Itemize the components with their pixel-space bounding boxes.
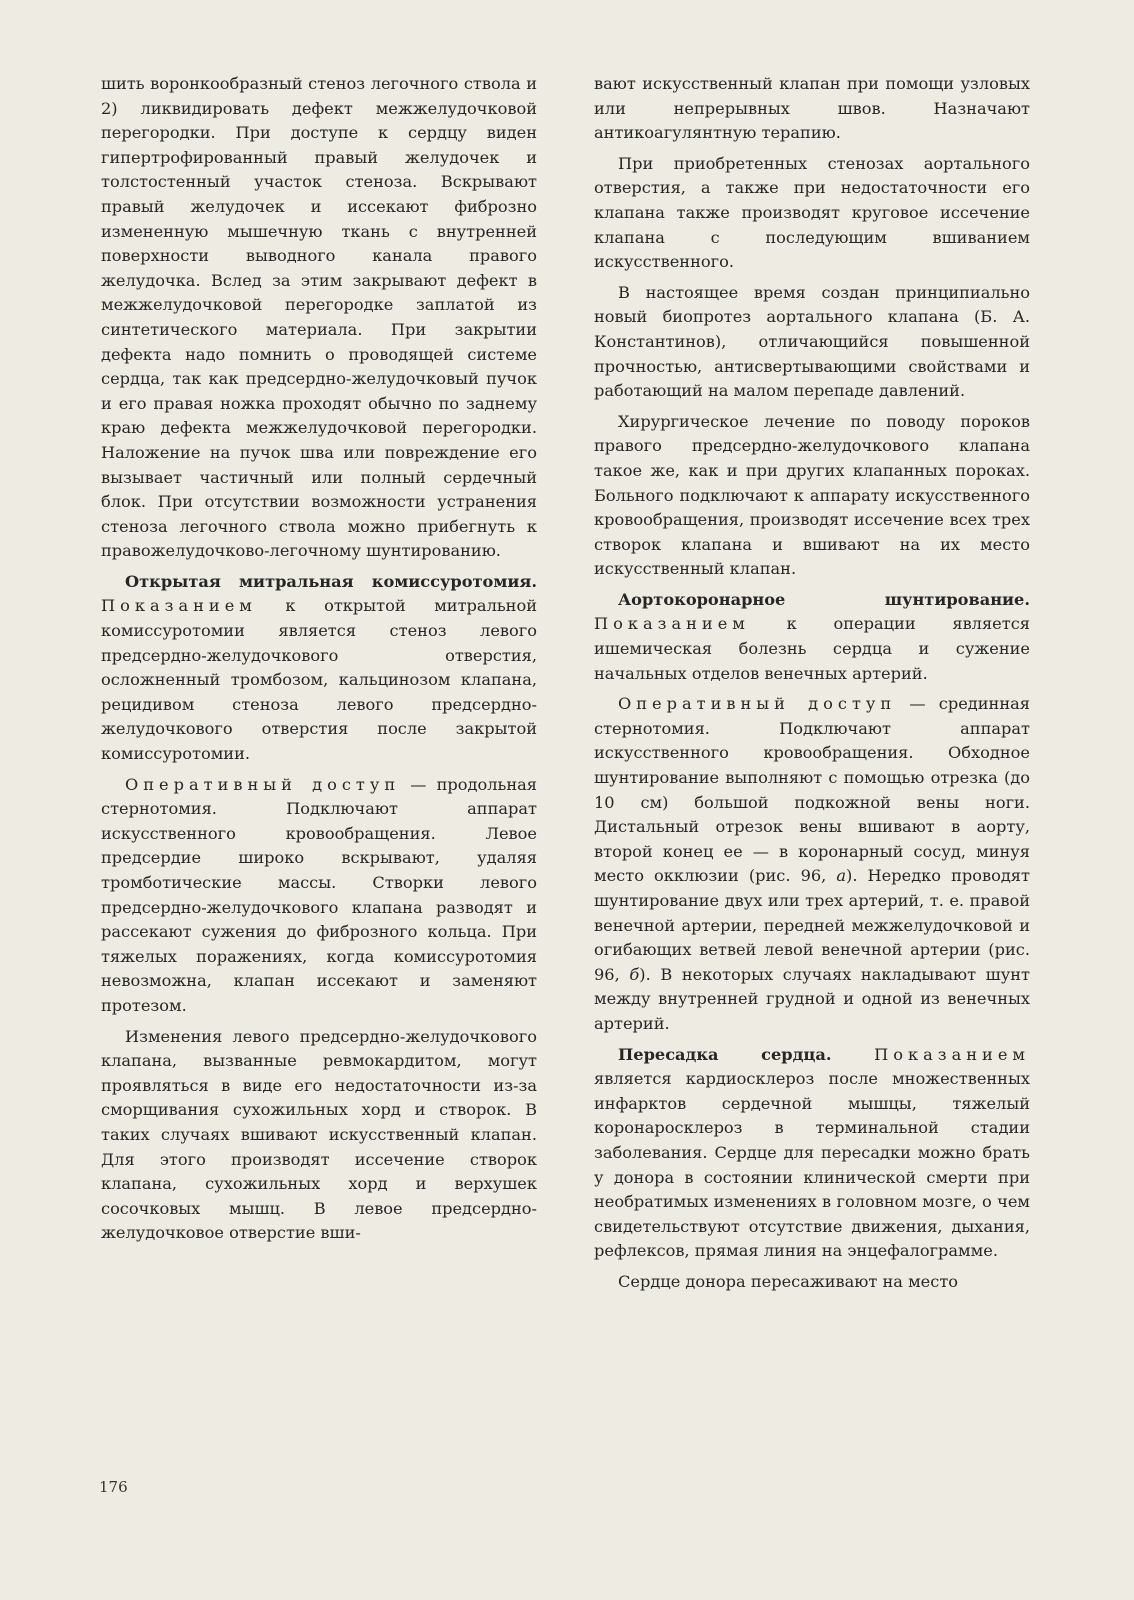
paragraph: шить воронкообразный стеноз легочного ствола и 2) ликвидировать дефект межжелудочковой перегородки. При доступе к сердцу виден гипертрофированный правый желудочек и толстостенный участок стеноза. Вскрывают правый желудочек и иссекают фиброзно измененную мышечную ткань с внутренней поверхности выводного канала правого желудочка. Вслед за этим закрывают дефект в межжелудочковой перегородке заплатой из синтетического материала. При закрытии дефекта надо помнить о проводящей системе сердца, так как предсердно-желудочковый пучок и его правая ножка проходят обычно по заднему краю дефекта межжелудочковой перегородки. Наложение на пучок шва или повреждение его вызывает частичный или полный сердечный блок. При отсутствии возможности устранения стеноза легочного ствола можно прибегнуть к правожелудочково-легочному шунтированию.: [101, 74, 537, 561]
paragraph: Изменения левого предсердно-желудочкового клапана, вызванные ревмокардитом, могут проявляться в виде его недостаточности из-за сморщивания сухожильных хорд и створок. В таких случаях вшивают искусственный клапан. Для этого производят иссечение створок клапана, сухожильных хорд и верхушек сосочковых мышц. В левое предсердно-желудочковое отверстие вши-: [101, 1026, 537, 1243]
paragraph-operative-access: [594, 692, 1030, 1036]
figure-ref: б: [629, 964, 640, 984]
paragraph-text: ). В некоторых случаях накладывают шунт между внутренней грудной и одной из венечных артерий.: [594, 964, 1030, 1033]
right-column: [594, 72, 1030, 1301]
left-column: [101, 72, 537, 1252]
spaced-term: Показанием: [101, 596, 257, 616]
paragraph-heart-transplant: Пересадка сердца. Показанием является кардиосклероз после множественных инфарктов сердечной мышцы, тяжелый коронаросклероз в терминальной стадии заболевания. Сердце для пересадки можно брать у донора в состоянии клинической смерти при необратимых изменениях в головном мозге, о чем свидетельствуют отсутствие движения, дыхания, рефлексов, прямая линия на энцефалограмме.: [594, 1044, 1030, 1261]
paragraph: вают искусственный клапан при помощи узловых или непрерывных швов. Назначают антикоагулянтную терапию.: [594, 74, 1030, 143]
section-title: Пересадка сердца: [618, 1044, 826, 1064]
spaced-term: Показанием: [874, 1044, 1030, 1064]
paragraph-text: ). Нередко проводят шунтирование двух или трех артерий, т. е. правой венечной артерии, передней межжелудочковой и огибающих ветвей левой венечной артерии (рис. 96,: [594, 866, 1030, 984]
paragraph: При приобретенных стенозах аортального отверстия, а также при недостаточности его клапана также производят круговое иссечение клапана с последующим вшиванием искусственного.: [594, 153, 1030, 272]
paragraph-open-mitral-commissurotomy: Открытая митральная комиссуротомия. Показанием к открытой митральной комиссуротомии является стеноз левого предсердно-желудочкового отверстия, осложненный тромбозом, кальцинозом клапана, рецидивом стеноза левого предсердно-желудочкового отверстия после закрытой комиссуротомии.: [101, 571, 537, 764]
spaced-term: Оперативный доступ: [618, 694, 897, 714]
section-title: Аортокоронарное шунтирование: [618, 589, 1025, 609]
paragraph-text: является кардиосклероз после множественных инфарктов сердечной мышцы, тяжелый коронаросклероз в терминальной стадии заболевания. Сердце для пересадки можно брать у донора в состоянии клинической смерти при необратимых изменениях в головном мозге, о чем свидетельствуют отсутствие движения, дыхания, рефлексов, прямая линия на энцефалограмме.: [594, 1069, 1030, 1261]
paragraph: Сердце донора пересаживают на место: [618, 1271, 959, 1291]
paragraph-text: к операции является ишемическая болезнь сердца и сужение начальных отделов венечных артерий.: [594, 614, 1030, 683]
paragraph: Хирургическое лечение по поводу пороков правого предсердно-желудочкового клапана такое же, как и при других клапанных пороках. Больного подключают к аппарату искусственного кровообращения, производят иссечение всех трех створок клапана и вшивают на их место искусственный клапан.: [594, 411, 1030, 579]
paragraph-text: — продольная стернотомия. Подключают аппарат искусственного кровообращения. Левое предсердие широко вскрывают, удаляя тромботические массы. Створки левого предсердно-желудочкового клапана разводят и рассекают сужения до фиброзного кольца. При тяжелых поражениях, когда комиссуротомия невозможна, клапан иссекают и заменяют протезом.: [101, 774, 537, 1015]
section-title: Открытая митральная комиссуротомия: [125, 571, 532, 591]
figure-ref: а: [836, 866, 847, 886]
paragraph-text: — срединная стернотомия. Подключают аппарат искусственного кровообращения. Обходное шунтирование выполняют с помощью отрезка (до 10 см) большой подкожной вены ноги. Дистальный отрезок вены вшивают в аорту, второй конец ее — в коронарный сосуд, минуя место окклюзии (рис. 96,: [594, 694, 1030, 886]
spaced-term: Показанием: [594, 614, 750, 634]
spaced-term: Оперативный доступ: [125, 774, 401, 794]
paragraph-text: к открытой митральной комиссуротомии является стеноз левого предсердно-желудочкового отверстия, осложненный тромбозом, кальцинозом клапана, рецидивом стеноза левого предсердно-желудочкового отверстия после закрытой комиссуротомии.: [101, 596, 537, 764]
page-number: 176: [99, 1478, 128, 1496]
paragraph: В настоящее время создан принципиально новый биопротез аортального клапана (Б. А. Константинов), отличающийся повышенной прочностью, антисвертывающими свойствами и работающий на малом перепаде давлений.: [594, 282, 1030, 401]
paragraph-operative-access: [101, 773, 537, 1019]
paragraph-aortocoronary-bypass: Аортокоронарное шунтирование. Показанием к операции является ишемическая болезнь сердца и сужение начальных отделов венечных артерий.: [594, 589, 1030, 683]
